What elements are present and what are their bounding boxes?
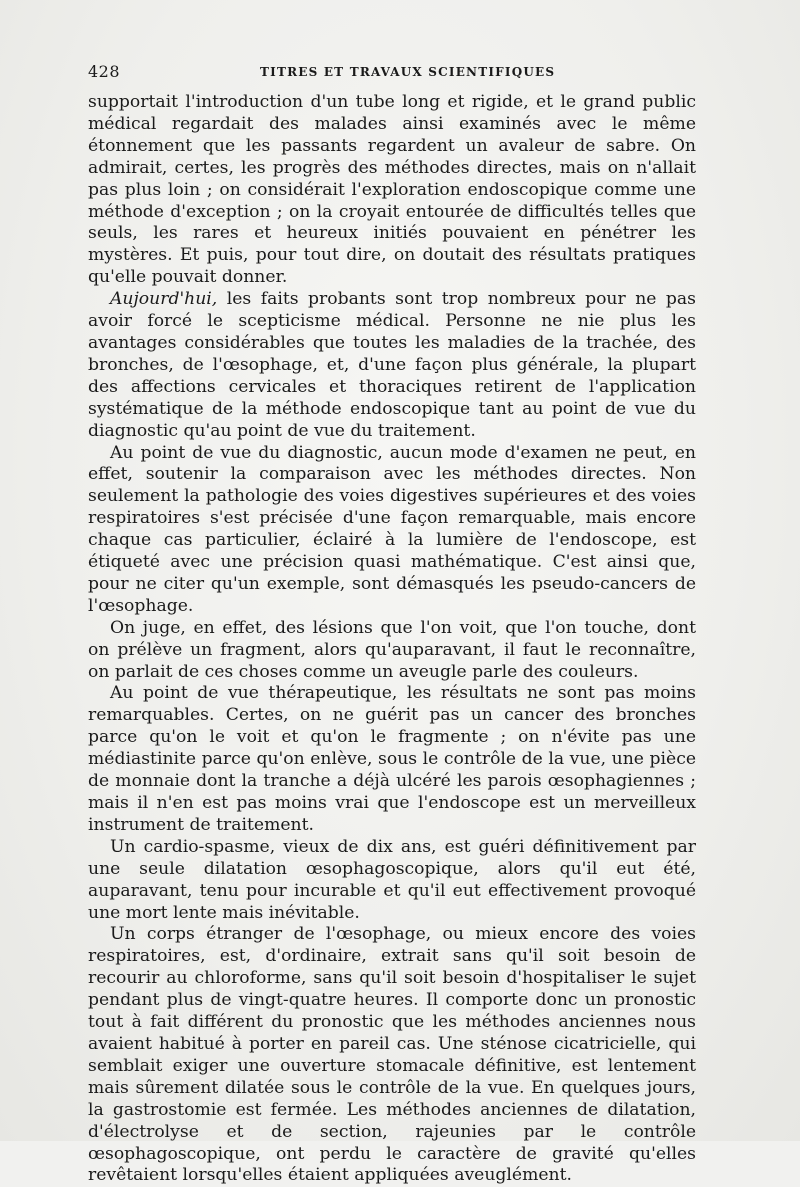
paragraph-1 [88,92,696,289]
paragraph-2-lead: Aujourd'hui, [110,289,218,310]
paragraph-4-text: On juge, en effet, des lésions que l'on voit, que l'on touche, dont on prélève un fragment, alors qu'auparavant, il faut le reconnaître, on parlait de ces choses comme un aveugle parle des couleurs. [88,617,696,682]
paragraph-7-text: Un corps étranger de l'œsophage, ou mieux encore des voies respiratoires, est, d'ordinaire, extrait sans qu'il soit besoin de recourir au chloroforme, sans qu'il soit besoin d'hospitaliser le sujet pendant plus de vingt-quatre heures. Il comporte donc un pronostic tout à fait différent du pronostic que les méthodes anciennes nous avaient habitué à porter en pareil cas. Une sténose cicatricielle, qui semblait exiger une ouverture stomacale définitive, est lentement mais sûrement dilatée sous le contrôle de la vue. En quelques jours, la gastrostomie est fermée. Les méthodes anciennes de dilatation, d'électrolyse et de section, rajeunies par le contrôle œsophagoscopique, ont perdu le caractère de gravité qu'elles revêtaient lorsqu'elles étaient appliquées aveuglément. [88,924,696,1186]
paragraph-5 [88,683,696,836]
body-text [88,92,696,1187]
paragraph-3-text: Au point de vue du diagnostic, aucun mode d'examen ne peut, en effet, soutenir la comparaison avec les méthodes directes. Non seulement la pathologie des voies digestives supérieures et des voies respiratoires s'est précisée d'une façon remarquable, mais encore chaque cas particulier, éclairé à la lumière de l'endoscope, est étiqueté avec une précision quasi mathématique. C'est ainsi que, pour ne citer qu'un exemple, sont démasqués les pseudo-cancers de l'œsophage. [88,442,696,616]
page-number: 428 [88,62,121,81]
paragraph-7 [88,924,696,1187]
paragraph-5-text: Au point de vue thérapeutique, les résultats ne sont pas moins remarquables. Certes, on ne guérit pas un cancer des bronches parce qu'on le voit et qu'on le fragmente ; on n'évite pas une médiastinite parce qu'on enlève, sous le contrôle de la vue, une pièce de monnaie dont la tranche a déjà ulcéré les parois œsophagiennes ; mais il n'en est pas moins vrai que l'endoscope est un merveilleux instrument de traitement. [88,683,696,835]
paragraph-1-text: supportait l'introduction d'un tube long et rigide, et le grand public médical regardait des malades ainsi examinés avec le même étonnement que les passants regardent un avaleur de sabre. On admirait, certes, les progrès des méthodes directes, mais on n'allait pas plus loin ; on considérait l'exploration endoscopique comme une méthode d'exception ; on la croyait entourée de difficultés telles que seuls, les rares et heureux initiés pouvaient en pénétrer les mystères. Et puis, pour tout dire, on doutait des résultats pratiques qu'elle pouvait donner. [88,92,696,288]
paragraph-2-text: les faits probants sont trop nombreux pour ne pas avoir forcé le scepticisme médical. Personne ne nie plus les avantages considérables que toutes les maladies de la trachée, des bronches, de l'œsophage, et, d'une façon plus générale, la plupart des affections cervicales et thoraciques retirent de l'application systématique de la méthode endoscopique tant au point de vue du diagnostic qu'au point de vue du traitement. [88,289,696,441]
running-title: TITRES ET TRAVAUX SCIENTIFIQUES [260,65,556,79]
page-header [88,62,708,86]
paragraph-6 [88,837,696,925]
paragraph-3 [88,443,696,618]
paragraph-2 [88,289,696,442]
paragraph-6-text: Un cardio-spasme, vieux de dix ans, est guéri définitivement par une seule dilatation œsophagoscopique, alors qu'il eut été, auparavant, tenu pour incurable et qu'il eut effectivement provoqué une mort lente mais inévitable. [88,836,696,923]
paragraph-4 [88,618,696,684]
